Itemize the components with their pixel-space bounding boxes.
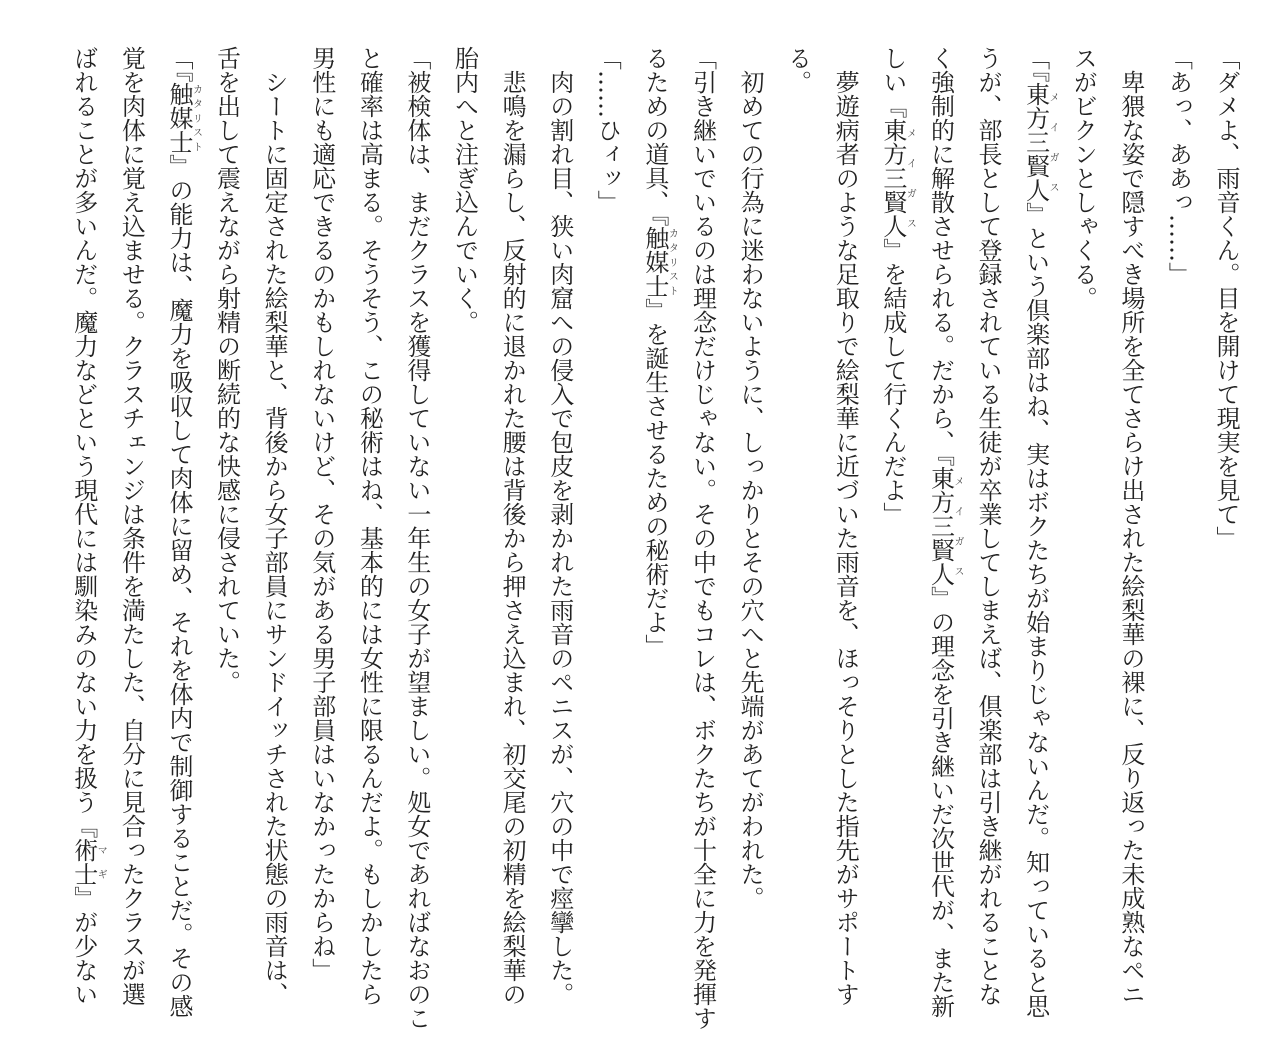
text-segment: 夢遊病者のような足取りで絵梨華に近づいた雨音を、ほっそりとした指先がサポートす — [831, 46, 860, 1006]
text-segment: 舌を出して震えながら射精の断続的な快感に侵されていた。 — [212, 46, 241, 694]
text-segment: 胎内へと注ぎ込んでいく。 — [450, 46, 479, 334]
text-segment: 「引き継いでいるのは理念だけじゃない。その中でもコレは、ボクたちが十全に力を発揮す — [688, 46, 717, 1030]
ruby-term — [1021, 82, 1059, 202]
ruby-reading: メイガス — [904, 118, 916, 238]
text-column — [1201, 46, 1249, 1036]
text-segment: 「『 — [1021, 46, 1050, 82]
text-segment: しい『 — [878, 46, 907, 118]
text-segment: 』を誕生させるための秘術だよ」 — [640, 298, 669, 658]
text-segment: と確率は高まる。そうそう、この秘術はね、基本的には女性に限るんだよ。もしかしたら — [355, 46, 384, 1006]
text-segment: シートに固定された絵梨華と、背後から女子部員にサンドイッチされた状態の雨音は、 — [260, 46, 289, 1006]
ruby-term — [640, 226, 678, 298]
text-column — [535, 46, 583, 1036]
ruby-reading: カタリスト — [666, 226, 678, 298]
ruby-term — [164, 82, 202, 154]
ruby-base: 東方三賢人 — [926, 466, 955, 586]
ruby-term — [926, 466, 963, 586]
text-segment: る。 — [783, 46, 812, 94]
text-segment: 「被検体は、まだクラスを獲得していない一年生の女子が望ましい。処女であればなおのこ — [402, 46, 431, 1030]
text-segment: うが、部長として登録されている生徒が卒業してしまえば、倶楽部は引き継がれることな — [974, 46, 1003, 1006]
text-column — [59, 46, 107, 1036]
ruby-base: 東方三賢人 — [1021, 82, 1050, 202]
text-segment: 』を結成して行くんだよ」 — [878, 238, 907, 526]
text-column — [1059, 46, 1107, 1036]
text-segment: 「……ひィッ」 — [593, 46, 622, 214]
ruby-term — [69, 838, 107, 886]
vertical-text-body — [59, 46, 1249, 1036]
text-column — [725, 46, 773, 1036]
text-column — [202, 46, 250, 1036]
text-column — [107, 46, 155, 1036]
text-segment: るための道具、『 — [640, 46, 669, 226]
text-segment: 』という倶楽部はね、実はボクたちが始まりじゃないんだ。知っていると思 — [1021, 202, 1050, 1018]
text-column — [821, 46, 869, 1036]
ruby-reading: カタリスト — [190, 82, 202, 154]
text-segment: 「『 — [164, 46, 193, 82]
text-column — [630, 46, 678, 1036]
ruby-base: 東方三賢人 — [878, 118, 907, 238]
text-column — [488, 46, 536, 1036]
text-segment: 』が少ない — [69, 886, 98, 1006]
text-column — [250, 46, 298, 1036]
text-column — [1011, 46, 1059, 1036]
ruby-base: 触媒士 — [640, 226, 669, 298]
text-segment: ばれることが多いんだ。魔力などという現代には馴染みのない力を扱う『 — [69, 46, 98, 838]
text-column — [392, 46, 440, 1036]
text-column — [1154, 46, 1202, 1036]
text-column — [345, 46, 393, 1036]
ruby-reading: メイガス — [1047, 82, 1059, 202]
text-column — [963, 46, 1011, 1036]
ruby-base: 触媒士 — [164, 82, 193, 154]
ruby-reading: メイガス — [951, 466, 963, 586]
text-segment: スがビクンとしゃくる。 — [1069, 46, 1098, 310]
text-segment: 』の理念を引き継いだ次世代が、また新 — [926, 586, 955, 1018]
text-segment: 初めての行為に迷わないように、しっかりとその穴へと先端があてがわれた。 — [736, 46, 765, 910]
text-segment: く強制的に解散させられる。だから、『 — [926, 46, 955, 466]
text-column — [916, 46, 964, 1036]
text-column — [297, 46, 345, 1036]
text-column — [1106, 46, 1154, 1036]
ruby-reading: マギ — [95, 838, 107, 886]
text-column — [773, 46, 821, 1036]
text-column — [678, 46, 726, 1036]
text-segment: 悲鳴を漏らし、反射的に退かれた腰は背後から押さえ込まれ、初交尾の初精を絵梨華の — [498, 46, 527, 1006]
ruby-term — [878, 118, 916, 238]
text-segment: 覚を肉体に覚え込ませる。クラスチェンジは条件を満たした、自分に見合ったクラスが選 — [117, 46, 146, 1006]
text-column — [440, 46, 488, 1036]
text-segment: 男性にも適応できるのかもしれないけど、その気がある男子部員はいなかったからね」 — [307, 46, 336, 982]
text-segment: 「ダメよ、雨音くん。目を開けて現実を見て」 — [1212, 46, 1240, 550]
text-segment: 肉の割れ目、狭い肉窟への侵入で包皮を剥かれた雨音のペニスが、穴の中で痙攣した。 — [545, 46, 574, 1006]
text-column — [154, 46, 202, 1036]
text-segment: 卑猥な姿で隠すべき場所を全てさらけ出された絵梨華の裸に、反り返った未成熟なペニ — [1116, 46, 1145, 1006]
text-column — [583, 46, 631, 1036]
text-segment: 』の能力は、魔力を吸収して肉体に留め、それを体内で制御することだ。その感 — [164, 154, 193, 1018]
text-column — [868, 46, 916, 1036]
ruby-base: 術士 — [69, 838, 98, 886]
text-segment: 「あっ、ああっ……」 — [1164, 46, 1193, 286]
